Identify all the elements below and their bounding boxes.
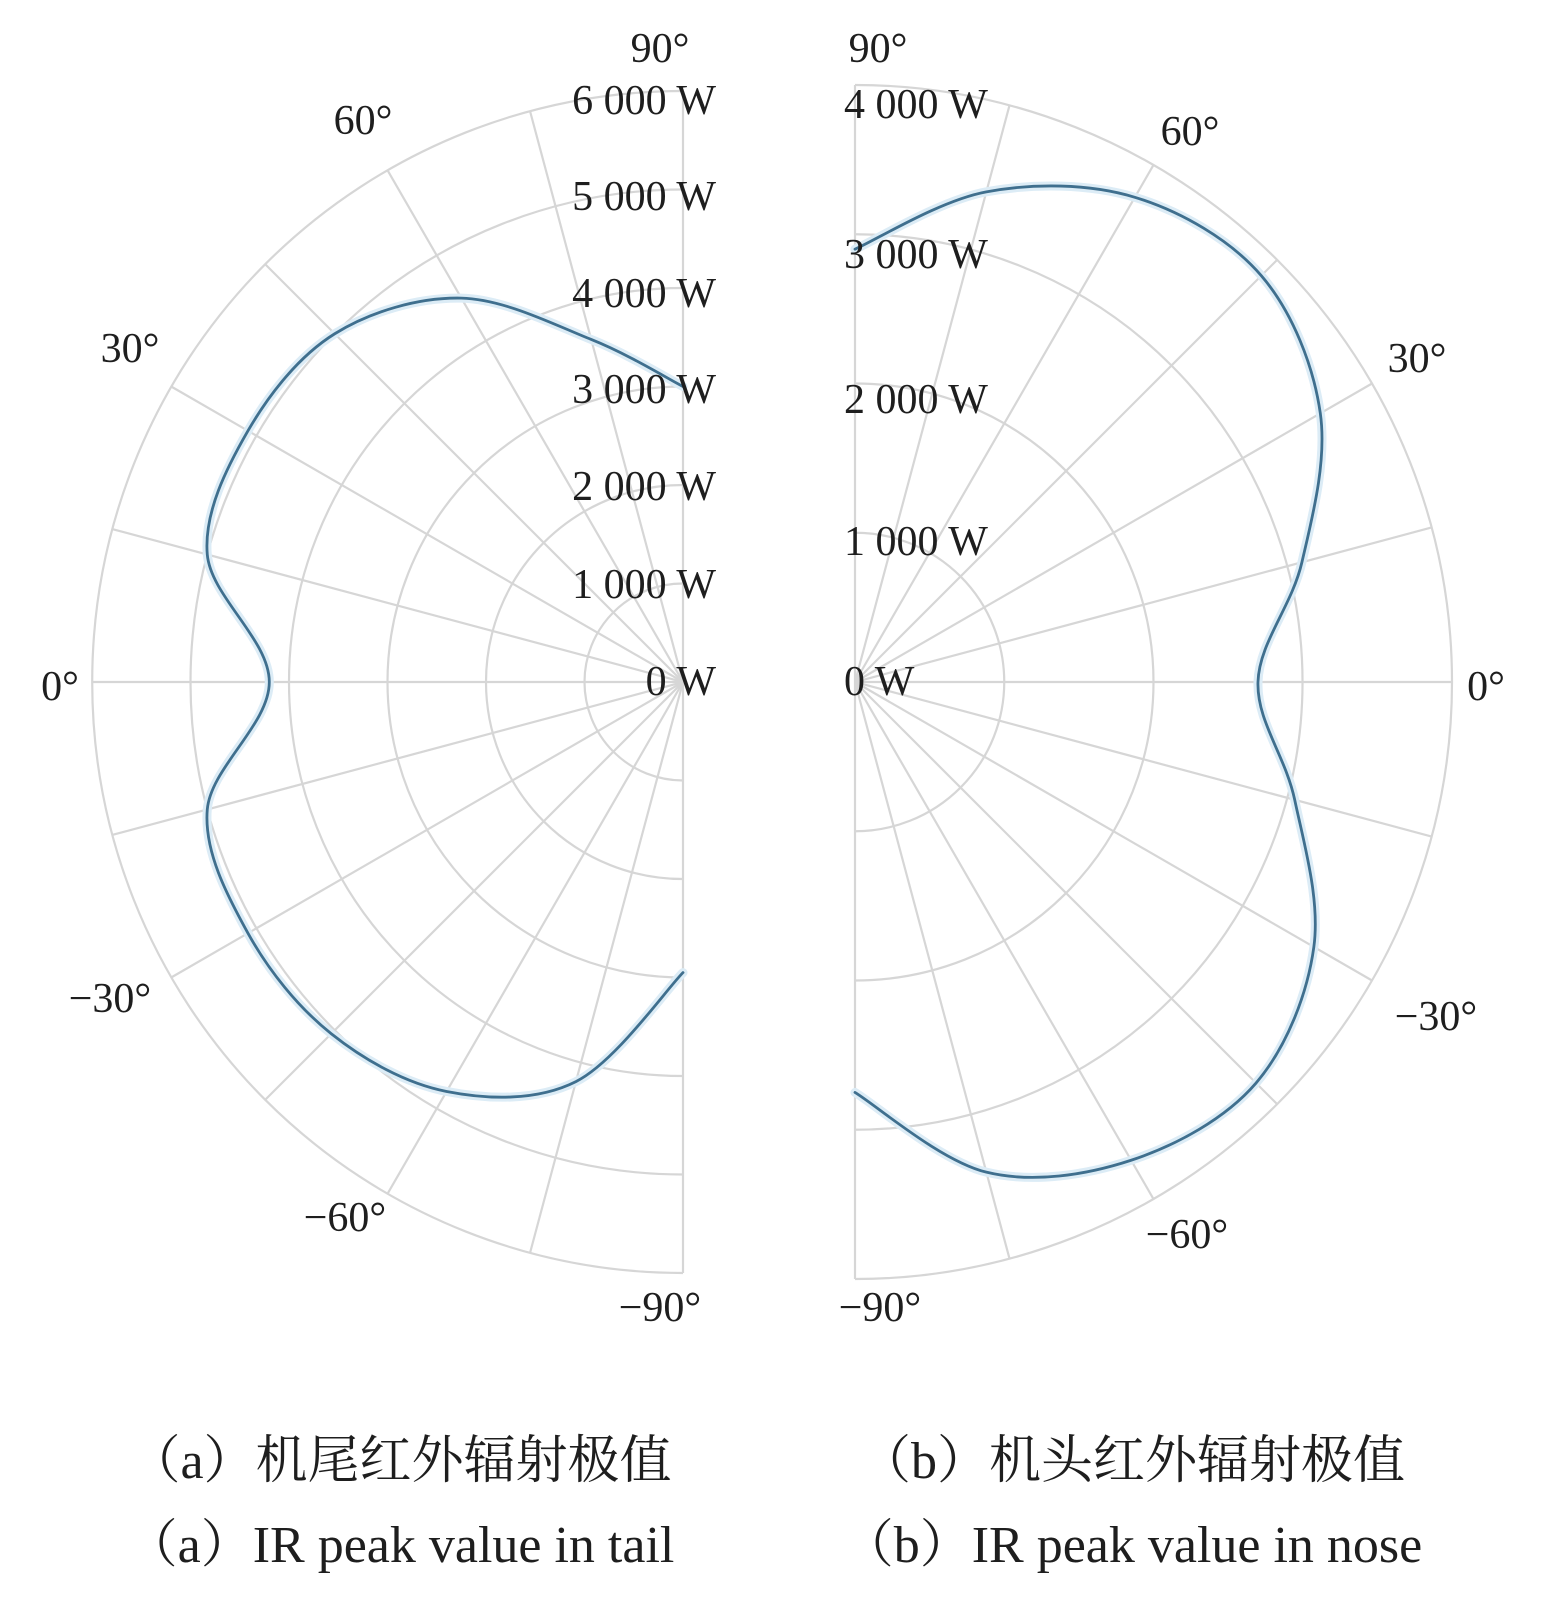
- gridline-spoke: [530, 682, 683, 1253]
- gridline-spoke: [265, 682, 683, 1100]
- radial-tick-label: 1 000 W: [572, 562, 716, 608]
- radial-tick-label: 2 000 W: [844, 377, 988, 423]
- radial-tick-label: 3 000 W: [844, 232, 988, 278]
- angle-tick-label: −60°: [303, 1195, 387, 1241]
- gridline-spoke: [855, 682, 1277, 1104]
- gridline-spoke: [855, 260, 1277, 682]
- angle-tick-label: −90°: [618, 1285, 702, 1331]
- radial-tick-label: 6 000 W: [572, 78, 716, 124]
- angle-tick-label: 0°: [1467, 664, 1505, 710]
- gridline-spoke: [855, 682, 1372, 981]
- radial-tick-label: 3 000 W: [572, 367, 716, 413]
- angle-tick-label: 30°: [1387, 336, 1447, 382]
- radial-tick-label: 0 W: [645, 659, 716, 705]
- caption-b-zh: （b）机头红外辐射极值: [858, 1433, 1406, 1490]
- gridline-spoke: [388, 682, 684, 1194]
- caption-a-en: （a）IR peak value in tail: [125, 1517, 675, 1574]
- angle-tick-label: 90°: [848, 26, 908, 72]
- angle-tick-label: 30°: [100, 326, 160, 372]
- gridline-spoke: [855, 682, 1432, 837]
- radial-tick-label: 2 000 W: [572, 464, 716, 510]
- caption-b-en: （b）IR peak value in nose: [841, 1517, 1423, 1574]
- radial-tick-label: 4 000 W: [572, 271, 716, 317]
- gridline-spoke: [112, 682, 683, 835]
- angle-tick-label: −90°: [838, 1285, 922, 1331]
- radial-tick-label: 0 W: [844, 659, 915, 705]
- angle-tick-label: 0°: [41, 664, 79, 710]
- radial-tick-label: 1 000 W: [844, 519, 988, 565]
- angle-tick-label: −30°: [68, 976, 152, 1022]
- angle-tick-label: 60°: [333, 98, 393, 144]
- angle-tick-label: −60°: [1145, 1212, 1229, 1258]
- radial-tick-label: 4 000 W: [844, 82, 988, 128]
- angle-tick-label: −30°: [1394, 994, 1478, 1040]
- angle-tick-label: 90°: [630, 26, 690, 72]
- panel-b-nose: [839, 26, 1505, 1331]
- angle-tick-label: 60°: [1160, 109, 1220, 155]
- caption-a-zh: （a）机尾红外辐射极值: [128, 1433, 672, 1490]
- radial-tick-label: 5 000 W: [572, 174, 716, 220]
- panel-a-tail: [41, 26, 716, 1331]
